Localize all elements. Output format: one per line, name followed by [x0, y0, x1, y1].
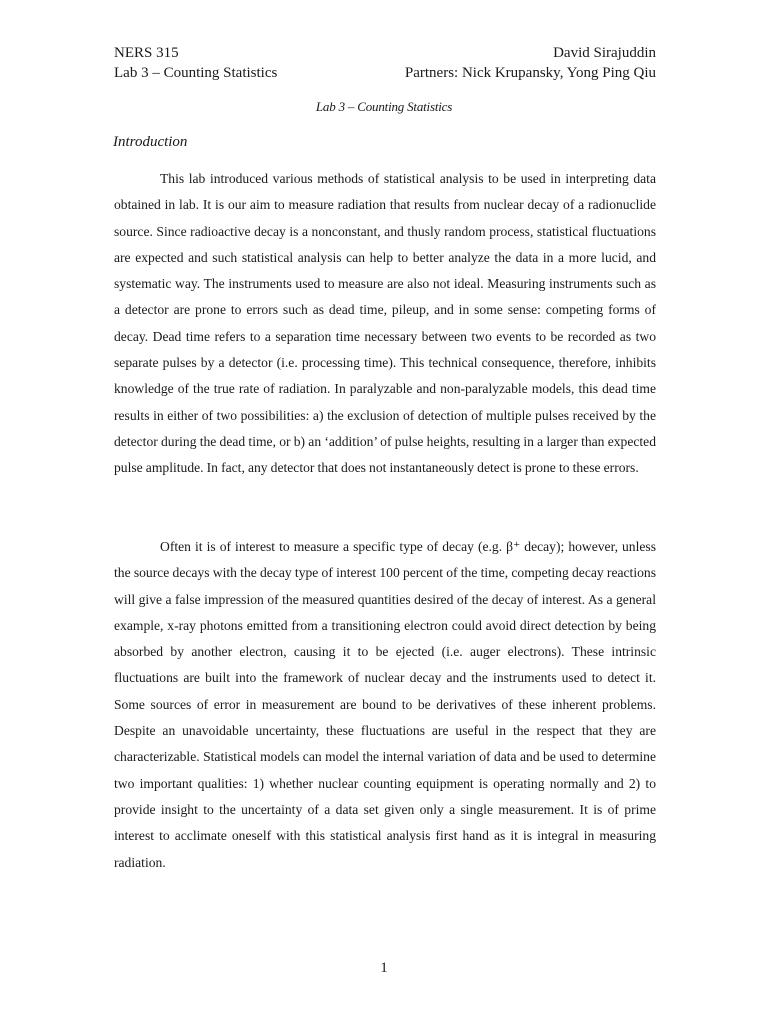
- partners-list: Partners: Nick Krupansky, Yong Ping Qiu: [404, 65, 656, 81]
- author-name: David Sirajuddin: [553, 45, 656, 61]
- section-heading-introduction: Introduction: [113, 134, 188, 150]
- header-row-1: [114, 43, 656, 63]
- page-header: [114, 43, 656, 83]
- paragraph-2: Often it is of interest to measure a specific type of decay (e.g. β⁺ decay); however, unless the source decays with the decay type of interest 100 percent of the time, competing decay reactions will give a false impression of the measured quantities desired of the decay of interest. As a general example, x-ray photons emitted from a transitioning electron could avoid direct detection by being absorbed by another electron, causing it to be ejected (i.e. auger electrons). These intrinsic fluctuations are built into the framework of nuclear decay and the instruments used to detect it. Some sources of error in measurement are bound to be derivatives of these inherent problems. Despite an unavoidable uncertainty, these fluctuations are useful in the respect that they are characterizable. Statistical models can model the internal variation of data and be used to determine two important qualities: 1) whether nuclear counting equipment is operating normally and 2) to provide insight to the uncertainty of a data set given only a single measurement. It is of prime interest to acclimate oneself with this statistical analysis first hand as it is integral in measuring radiation.: [114, 539, 656, 870]
- paragraph-1: This lab introduced various methods of statistical analysis to be used in interpreting data obtained in lab. It is our aim to measure radiation that results from nuclear decay of a radionuclide source. Since radioactive decay is a nonconstant, and thusly random process, statistical fluctuations are expected and such statistical analysis can help to better analyze the data in a more lucid, and systematic way. The instruments used to measure are also not ideal. Measuring instruments such as a detector are prone to errors such as dead time, pileup, and in some sense: competing forms of decay. Dead time refers to a separation time necessary between two events to be recorded as two separate pulses by a detector (i.e. processing time). This technical consequence, therefore, inhibits knowledge of the true rate of radiation. In paralyzable and non-paralyzable models, this dead time results in either of two possibilities: a) the exclusion of detection of multiple pulses received by the detector during the dead time, or b) an ‘addition’ of pulse heights, resulting in a larger than expected pulse amplitude. In fact, any detector that does not instantaneously detect is prone to these errors.: [114, 171, 656, 476]
- paragraph-2-block: [114, 534, 656, 876]
- page-number: 1: [380, 960, 388, 976]
- lab-name: Lab 3 – Counting Statistics: [114, 65, 278, 81]
- header-row-2: [114, 63, 656, 83]
- course-code: NERS 315: [114, 45, 179, 61]
- paragraph-1-block: [114, 166, 656, 482]
- document-title: Lab 3 – Counting Statistics: [315, 99, 453, 114]
